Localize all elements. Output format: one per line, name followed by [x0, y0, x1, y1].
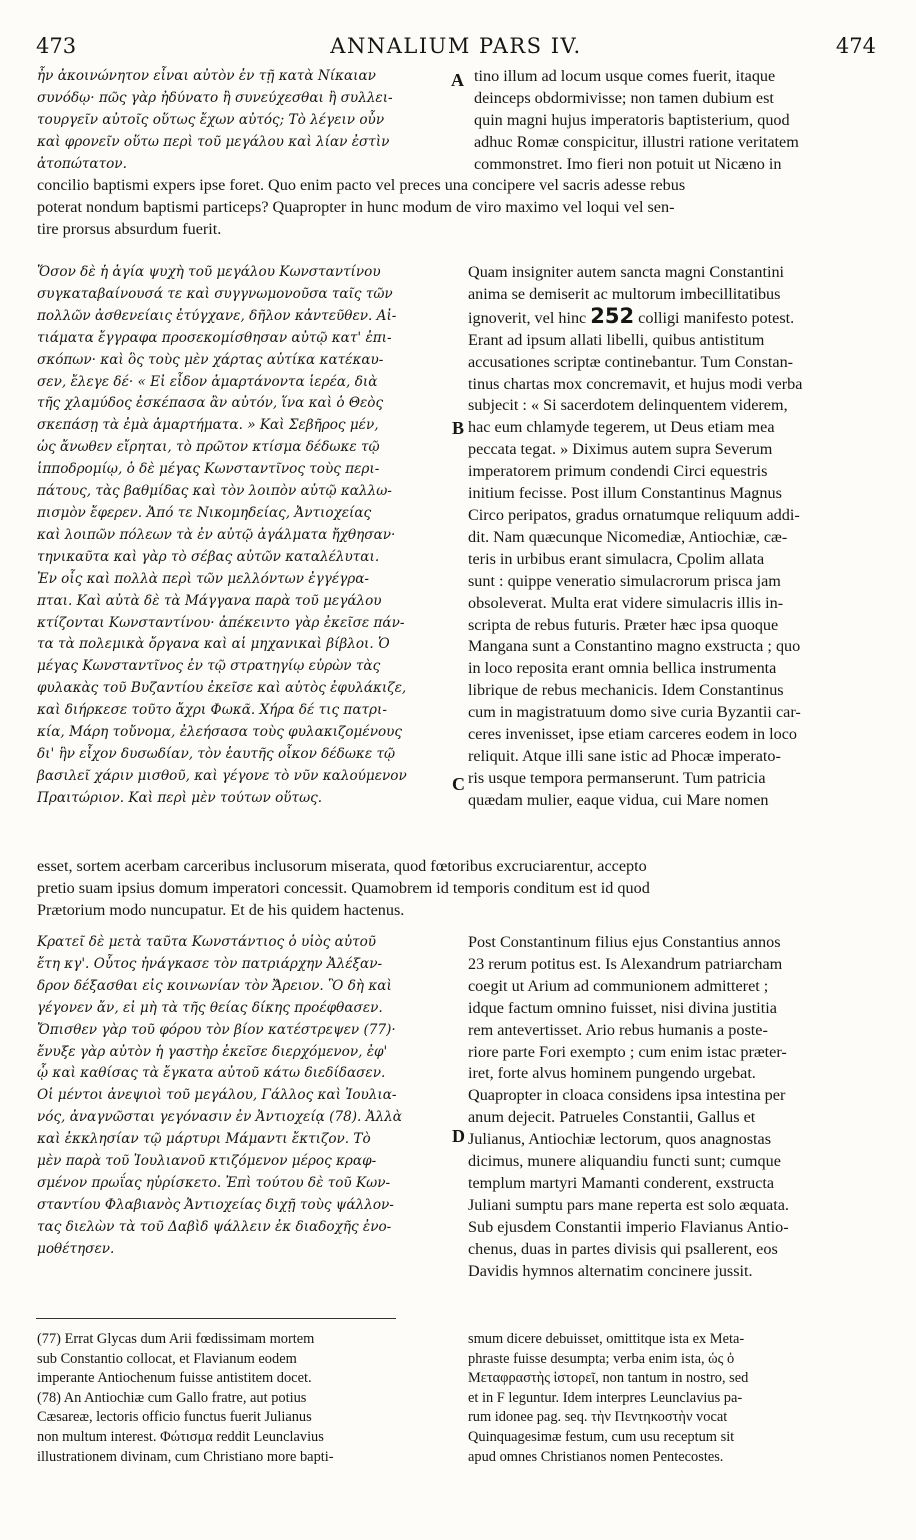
- greek-column-2-text: Ὅσον δὲ ἡ ἁγία ψυχὴ τοῦ μεγάλου Κωνσταντίνου συγκαταβαίνουσά τε καὶ συγγνωμονοῦσα ταῖς τῶν πολλῶν ἀσθενείαις ἐτύγχανε, δῆλον κἀντεῦθεν. Αἰ- τιάματα ἔγγραφα προσεκομίσθησαν αὐτῷ κατ' ἐπι- σκόπων· καὶ ὃς τοὺς μὲν χάρτας αὐτίκα κατέκαυ- σεν, ἔλεγε δέ· « Εἰ εἶδον ἁμαρτάνοντα ἱερέα, διὰ τῆς χλαμύδος ἐσκέπασα ἂν αὐτόν, ἵνα καὶ ὁ Θεὸς σκεπάσῃ τὰ ἐμὰ ἁμαρτήματα. » Καὶ Σεβῆρος μέν, ὡς ἄνωθεν εἴρηται, τὸ πρῶτον κτίσμα δέδωκε τῷ ἱπποδρομίῳ, ὁ δὲ μέγας Κωνσταντῖνος τοὺς περι- πάτους, τὰς βαθμίδας καὶ τὸν λοιπὸν αὐτῷ καλλω- πισμὸν ἔφερεν. Ἀπό τε Νικομηδείας, Ἀντιοχείας καὶ λοιπῶν πόλεων τὰ ἐν αὐτῷ ἀγάλματα ἤχθησαν· τηνικαῦτα καὶ γὰρ τὸ σέβας αὐτῶν καταλέλυται. Ἐν οἷς καὶ πολλὰ περὶ τῶν μελλόντων ἐγγέγρα- πται. Καὶ αὐτὰ δὲ τὰ Μάγγανα παρὰ τοῦ μεγάλου κτίζονται Κωνσταντίνου· ἀπέκειντο γὰρ ἐκεῖσε πάν- τα τὰ πολεμικὰ ὄργανα καὶ αἱ μηχανικαὶ βίβλοι. Ὁ μέγας Κωνσταντῖνος ἐν τῷ στρατηγίῳ εὑρὼν τὰς φυλακὰς τοῦ Βυζαντίου ἐκεῖσε καὶ αὐτὸς ἐφυλάκιζε, καὶ διήρκεσε τοῦτο ἄχρι Φωκᾶ. Χήρα δέ τις πατρι- κία, Μάρη τοὔνομα, ἐλεήσασα τοὺς φυλακιζομένους δι' ἣν εἶχον δυσωδίαν, τὸν ἑαυτῆς οἶκον δέδωκε τῷ βασιλεῖ χάριν μισθοῦ, καὶ γέγονε τὸ νῦν καλούμενον Πραιτώριον. Καὶ περὶ μὲν τούτων οὕτως.: [37, 264, 407, 806]
- page-marker-252: 252: [590, 303, 635, 328]
- footnotes-right: smum dicere debuisset, omittitque ista ex Meta- phraste fuisse desumpta; verba enim ista, ὡς ὁ Μεταφραστὴς ἱστορεῖ, non tantum in nostro, sed et in F leguntur. Idem interpres Leunclavius pa- rum idonee pag. seq. τὴν Πεντηκοστὴν vocat Quinquagesimæ festum, cum usu receptum sit apud omnes Christianos nomen Pentecostes.: [468, 1331, 749, 1465]
- latin-column-2: [468, 262, 802, 812]
- latin-span-1: concilio baptismi expers ipse foret. Quo enim pacto vel preces una concipere vel sacris adesse rebus poterat nondum baptismi particeps? Quapropter in hunc modum de viro maximo vel loqui vel sen- tire prorsus absurdum fuerit.: [37, 176, 686, 238]
- right-page-number: 474: [835, 34, 876, 58]
- greek-column-3: Κρατεῖ δὲ μετὰ ταῦτα Κωνστάντιος ὁ υἱὸς αὐτοῦ ἔτη κγ'. Οὗτος ἠνάγκασε τὸν πατριάρχην Ἀλέξαν- δρον δέξασθαι εἰς κοινωνίαν τὸν Ἄρειον. Ὃ δὴ καὶ γέγονεν ἄν, εἰ μὴ τὰ τῆς θείας δίκης προέφθασεν. Ὄπισθεν γὰρ τοῦ φόρου τὸν βίον κατέστρεψεν (77)· ἔνυξε γὰρ αὐτὸν ἡ γαστὴρ ἐκεῖσε διερχόμενον, ἐφ' ᾧ καὶ καθίσας τὰ ἔγκατα αὐτοῦ κάτω διεδίδασεν. Οἱ μέντοι ἀνεψιοὶ τοῦ μεγάλου, Γάλλος καὶ Ἰουλια- νός, ἀναγνῶσται γεγόνασιν ἐν Ἀντιοχείᾳ (78). Ἀλλὰ καὶ ἐκκλησίαν τῷ μάρτυρι Μάμαντι ἔκτιζον. Τὸ μὲν παρὰ τοῦ Ἰουλιανοῦ κτιζόμενον μέρος κραφ- σμένον πρωΐας ηὑρίσκετο. Ἐπὶ τούτου δὲ τοῦ Κων- σταντίου Φλαβιανὸς Ἀντιοχείας διχῇ τοὺς ψάλλον- τας διελὼν τὰ τοῦ Δαβὶδ ψάλλειν ἐκ διαδοχῆς ἐνο- μοθέτησεν.: [37, 934, 402, 1257]
- section-marker-c: C: [452, 774, 465, 794]
- latin-column-2-text-a: Quam insigniter autem sancta magni Constantini anima se demiserit ac multorum imbecillitatibus ignoverit, vel hinc: [468, 263, 785, 327]
- latin-column-3: Post Constantinum filius ejus Constantius annos 23 rerum potitus est. Is Alexandrum patriarcham coegit ut Arium ad communionem admitteret ; idque factum omnino fuisset, nisi divina justitia rem antevertisset. Ario rebus humanis a poste- riore parte Fori exempto ; cum enim istac præter- iret, forte alvus hominem pungendo urgebat. Quapropter in cloaca considens ipsa intestina per anum dejecit. Patrueles Constantii, Gallus et Julianus, Antiochiæ lectorum, quos anagnostas dicimus, munere aliquandiu functi sunt; cumque templum martyri Mamanti conderent, exstructa Juliani sumptu pars mane reperta est solo æquata. Sub ejusdem Constantii imperio Flavianus Antio- chenus, duas in partes divisis qui psallerent, eos Davidis hymnos alternatim concinere jussit.: [468, 933, 789, 1280]
- left-page-number: 473: [36, 34, 77, 58]
- running-title: ANNALIUM PARS IV.: [330, 34, 582, 58]
- page-header: [36, 34, 876, 60]
- section-marker-a: A: [451, 70, 464, 90]
- latin-column-2-text-b: colligi manifesto potest. Erant ad ipsum allati libelli, quibus antistitum accusationes scriptæ continebantur. Tum Constan- tinus chartas mox concremavit, et hujus modi verba subjecit : « Si sacerdotem delinquentem viderem, hac eum chlamyde tegerem, ut Deus etiam mea peccata tegat. » Diximus autem supra Severum imperatorem primum condendi Circi equestris initium fecisse. Post illum Constantinus Magnus Circo peripatos, gradus ornatumque reliquum addi- dit. Nam quæcunque Nicomediæ, Antiochiæ, cæ- teris in urbibus erant simulacra, Cpolim allata sunt : quippe veneratio simulacrorum prisca jam obsoleverat. Multa erat videre simulacris illis in- scripta de rebus futuris. Præter hæc ipsa quoque Mangana sunt a Constantino magno exstructa ; quo in loco reposita erant omnia bellica instrumenta librique de rebus mechanicis. Idem Constantinus cum in magistratuum domo sive curia Byzantii car- ceres invenisset, ipse etiam carceres eodem in loco reliquit. Atque illi sane istic ad Phocæ imperato- ris usque tempora permanserunt. Tum patricia quædam mulier, eaque vidua, cui Mare nomen: [468, 308, 803, 809]
- section-marker-d: D: [452, 1126, 465, 1146]
- section-marker-b: B: [452, 418, 465, 438]
- greek-column-2: [37, 262, 407, 810]
- greek-column-1: ἦν ἀκοινώνητον εἶναι αὐτὸν ἐν τῇ κατὰ Νίκαιαν συνόδῳ· πῶς γὰρ ἠδύνατο ἢ συνεύχεσθαι ἢ συλλει- τουργεῖν αὐτοῖς οὕτως ἔχων αὐτός; Τὸ λέγειν οὖν καὶ φρονεῖν οὕτω περὶ τοῦ μεγάλου καὶ λίαν ἐστὶν ἀτοπώτατον.: [37, 68, 393, 172]
- latin-column-1: tino illum ad locum usque comes fuerit, itaque deinceps obdormivisse; non tamen dubium est quin magni hujus imperatoris baptisterium, quod adhuc Romæ conspicitur, illustri ratione veritatem commonstret. Imo fieri non potuit ut Nicæno in: [474, 67, 799, 173]
- footnotes-left: (77) Errat Glycas dum Arii fœdissimam mortem sub Constantio collocat, et Flavianum eodem imperante Antiochenum fuisse antistitem docet. (78) An Antiochiæ cum Gallo fratre, aut potius Cæsareæ, lectoris officio functus fuerit Julianus non multum interest. Φώτισμα reddit Leunclavius illustrationem divinam, cum Christiano more bapti-: [37, 1331, 334, 1465]
- latin-span-2: esset, sortem acerbam carceribus inclusorum miserata, quod fœtoribus excruciarentur, accepto pretio suam ipsius domum imperatori concessit. Quamobrem id temporis conditum est id quod Prætorium modo nuncupatur. Et de his quidem hactenus.: [37, 857, 650, 919]
- footnote-rule: [36, 1318, 396, 1319]
